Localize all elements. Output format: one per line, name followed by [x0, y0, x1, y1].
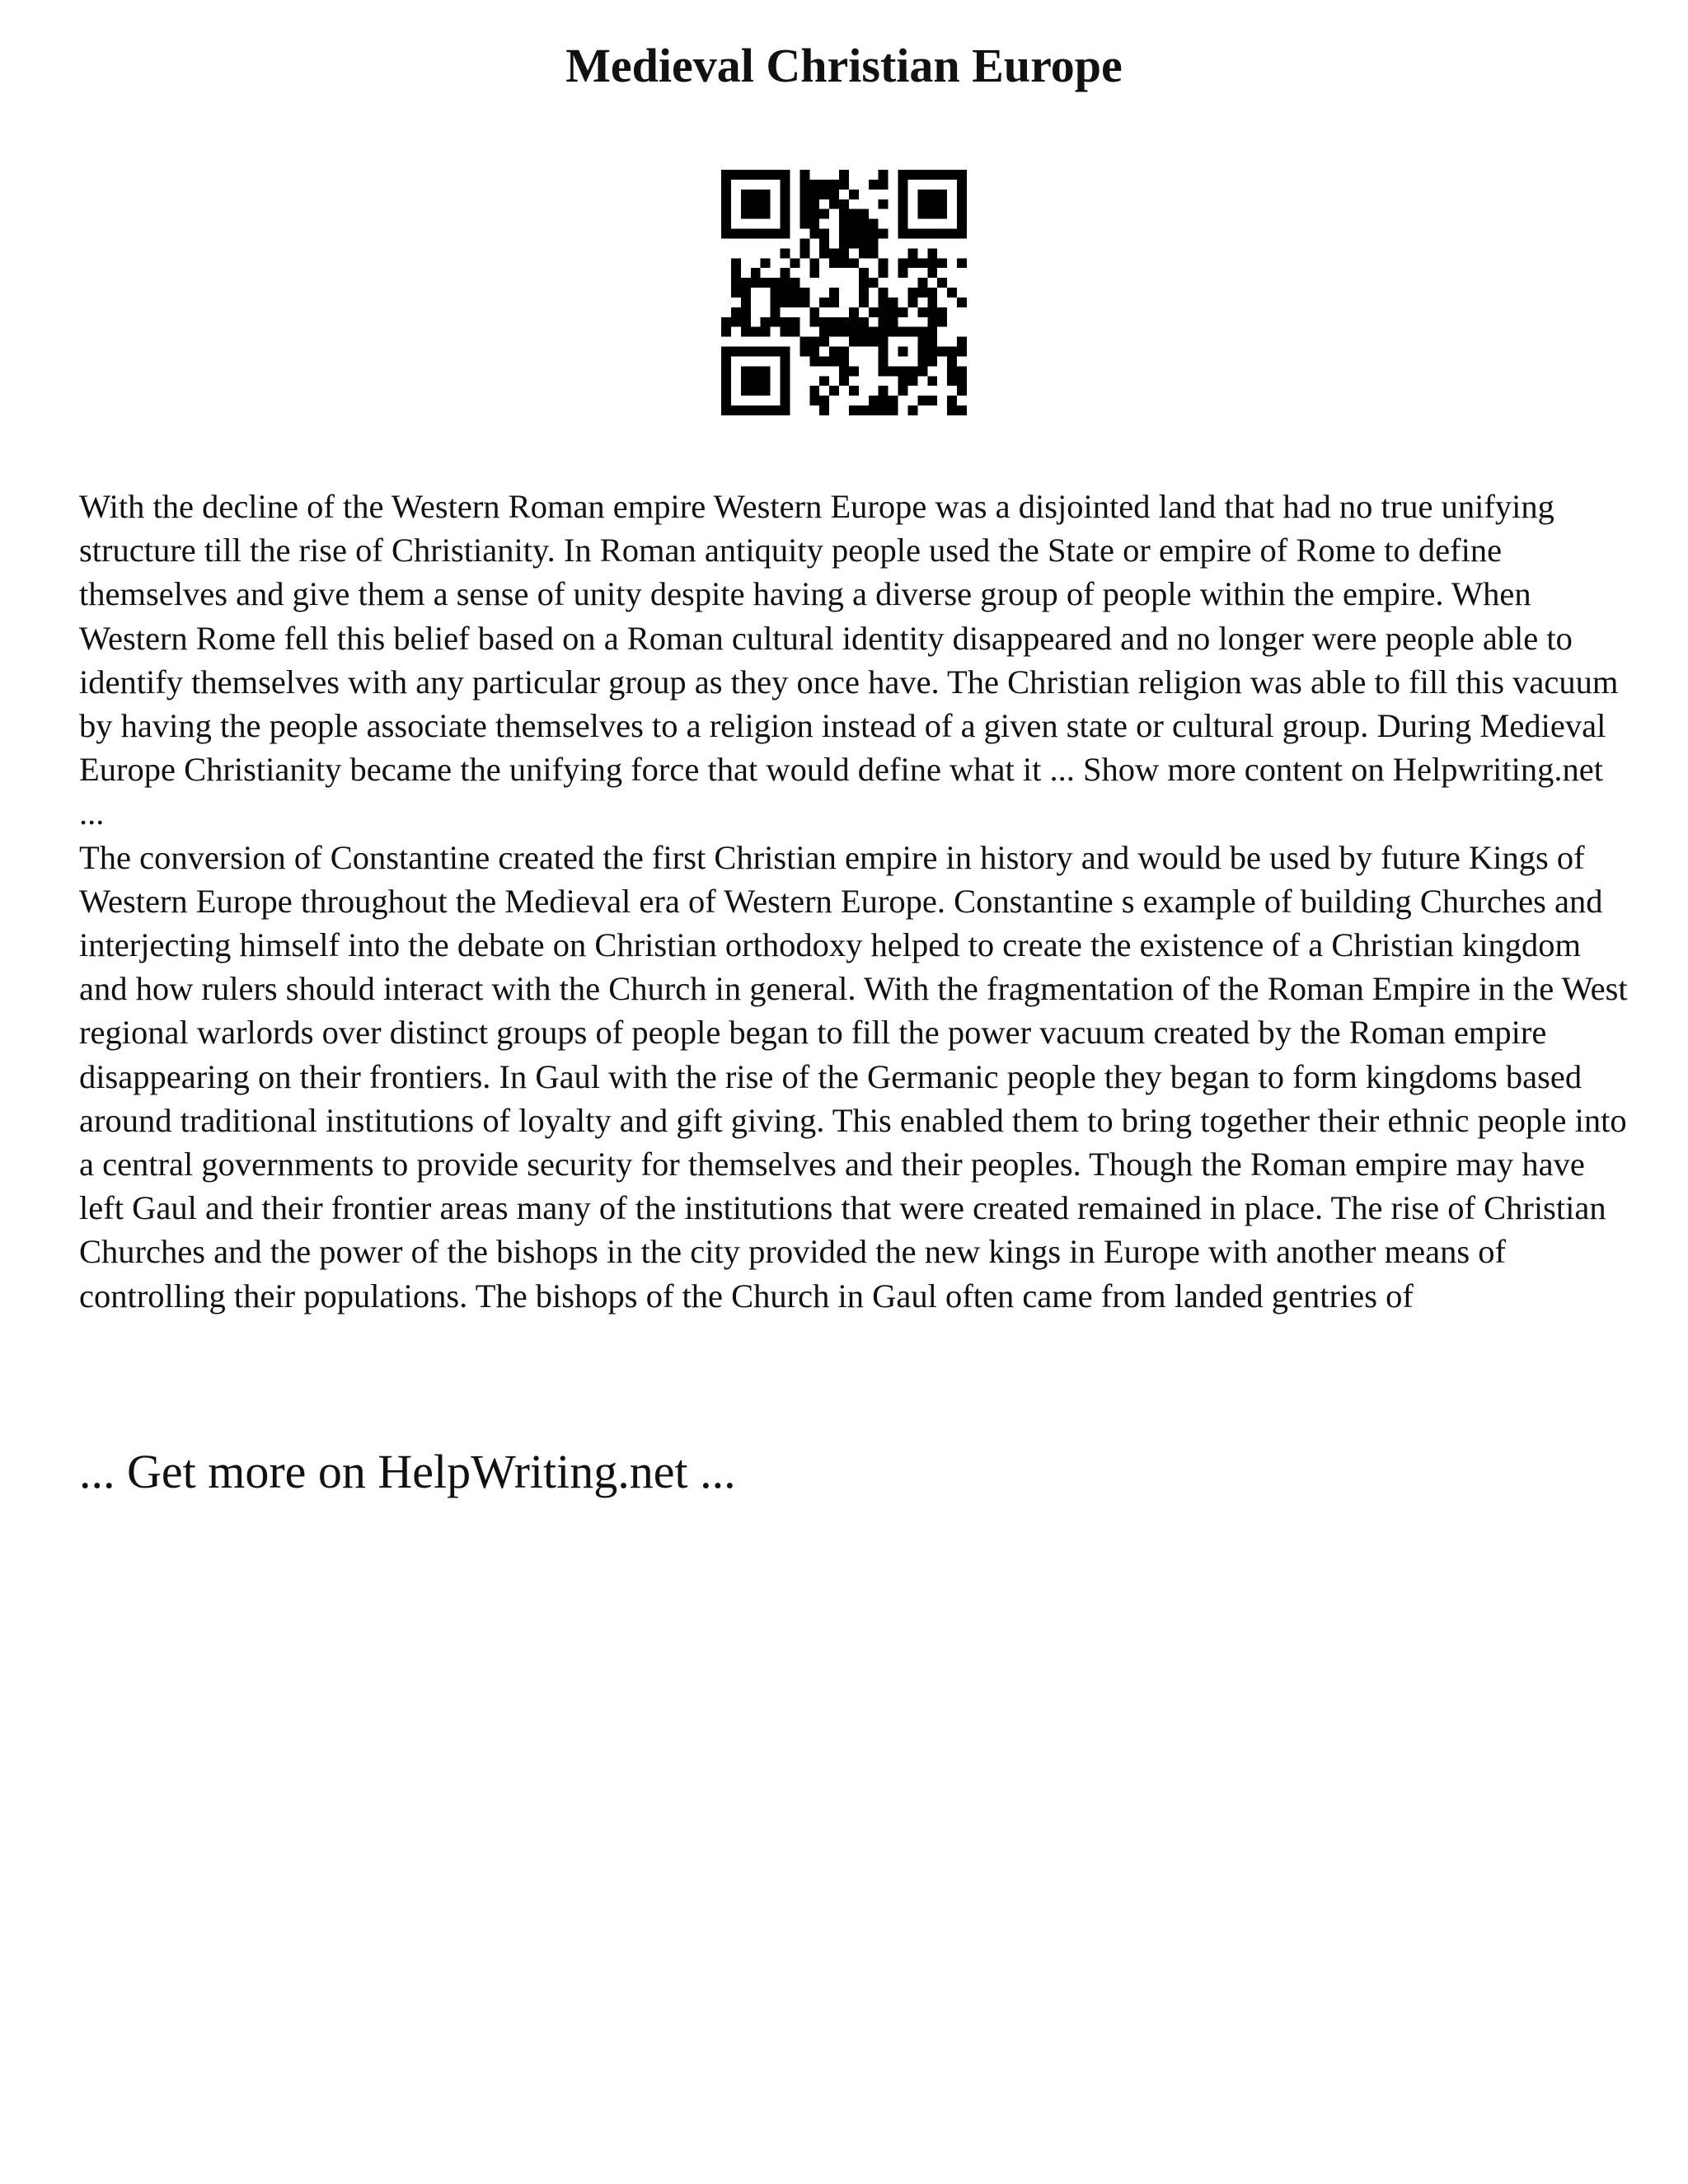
paragraph-2: The conversion of Constantine created the first Christian empire in history and would be used by future Kings of Western Europe throughout the Medieval era of Western Europe. Constantine s example of building Churches and interjecting himself into the debate on Christian orthodoxy helped to create the existence of a Christian kingdom and how rulers should interact with the Church in general. With the fragmentation of the Roman Empire in the West regional warlords over distinct groups of people began to fill the power vacuum created by the Roman empire disappearing on their frontiers. In Gaul with the rise of the Germanic people they began to form kingdoms based around traditional institutions of loyalty and gift giving. This enabled them to bring together their ethnic people into a central governments to provide security for themselves and their peoples. Though the Roman empire may have left Gaul and their frontier areas many of the institutions that were created remained in place. The rise of Christian Churches and the power of the bishops in the city provided the new kings in Europe with another means of controlling their populations. The bishops of the Church in Gaul often came from landed gentries of — [79, 838, 1628, 1315]
get-more-link[interactable]: ... Get more on HelpWriting.net ... — [79, 1445, 736, 1498]
paragraph-1: With the decline of the Western Roman empire Western Europe was a disjointed land that had no true unifying structure till the rise of Christianity. In Roman antiquity people used the State or empire of Rome to define themselves and give them a sense of unity despite having a diverse group of people within the empire. When Western Rome fell this belief based on a Roman cultural identity disappeared and no longer were people able to identify themselves with any particular group as they once have. The Christian religion was able to fill this vacuum by having the people associate themselves to a religion instead of a given state or cultural group. During Medieval Europe Christianity became the unifying force that would define what it ... Show more content on Helpwriting.net ... — [79, 488, 1619, 832]
page-title: Medieval Christian Europe — [565, 39, 1123, 92]
article-body — [79, 485, 1629, 1318]
qr-code-graphic — [721, 170, 967, 415]
qr-code-icon[interactable] — [721, 170, 967, 415]
